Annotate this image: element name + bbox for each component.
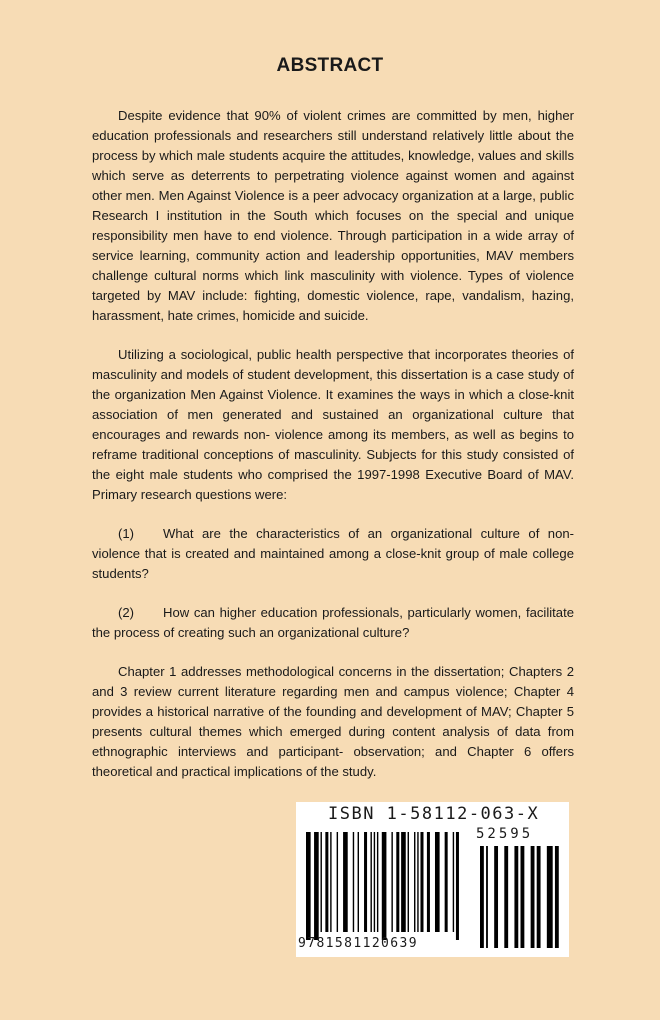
barcode-bar bbox=[531, 846, 535, 948]
ean-number: 9781581120639 bbox=[298, 936, 418, 951]
barcode-bar bbox=[435, 832, 440, 932]
question-number: (2) bbox=[118, 605, 135, 620]
question-number: (1) bbox=[118, 526, 135, 541]
barcode-bar bbox=[504, 846, 508, 948]
ean-bars bbox=[306, 832, 459, 940]
barcode-bar bbox=[314, 832, 319, 940]
barcode-bar bbox=[486, 846, 488, 948]
barcode-bar bbox=[453, 832, 454, 932]
barcode-bar bbox=[330, 832, 331, 932]
barcode-bar bbox=[555, 846, 559, 948]
barcode-bar bbox=[364, 832, 367, 932]
question-text: What are the characteristics of an organizational culture of non-violence that is created and maintained among a close-knit group of male college students? bbox=[92, 526, 574, 581]
barcode-bar bbox=[306, 832, 311, 940]
question-text: How can higher education professionals, particularly women, facilitate the process of creating such an organizational culture? bbox=[92, 605, 574, 640]
isbn-number: ISBN 1-58112-063-X bbox=[328, 804, 540, 824]
barcode-bar bbox=[337, 832, 338, 932]
research-question-1 bbox=[92, 524, 574, 584]
barcode-bar bbox=[358, 832, 359, 932]
barcode-bar bbox=[325, 832, 328, 932]
barcode-bar bbox=[521, 846, 525, 948]
barcode-bar bbox=[417, 832, 418, 932]
page-title: ABSTRACT bbox=[276, 55, 384, 76]
barcode-bar bbox=[377, 832, 378, 932]
barcode-bar bbox=[370, 832, 371, 932]
isbn-barcode bbox=[296, 802, 569, 957]
barcode-bar bbox=[382, 832, 387, 940]
barcode-bar bbox=[414, 832, 415, 932]
barcode-bar bbox=[374, 832, 375, 932]
barcode-bar bbox=[456, 832, 459, 940]
barcode-bars bbox=[296, 802, 569, 957]
barcode-bar bbox=[353, 832, 354, 932]
barcode-bar bbox=[321, 832, 322, 932]
barcode-bar bbox=[547, 846, 553, 948]
barcode-bar bbox=[480, 846, 484, 948]
barcode-bar bbox=[396, 832, 399, 932]
barcode-bar bbox=[408, 832, 409, 932]
paragraph-1: Despite evidence that 90% of violent crimes are committed by men, higher education professionals and researchers still understand relatively little about the process by which male students acquire the attitudes, knowledge, values and skills which serve as deterrents to perpetrating violence against women and against other men. Men Against Violence is a peer advocacy organization at a large, public Research I institution in the South which focuses on the special and unique responsibility men have to end violence. Through participation in a wide array of service learning, community action and leadership opportunities, MAV members challenge cultural norms which link masculinity with violence. Types of violence targeted by MAV include: fighting, domestic violence, rape, vandalism, hazing, harassment, hate crimes, homicide and suicide. bbox=[92, 108, 574, 323]
barcode-bar bbox=[401, 832, 406, 932]
barcode-bar bbox=[514, 846, 518, 948]
barcode-bar bbox=[420, 832, 423, 932]
research-question-2 bbox=[92, 603, 574, 643]
barcode-bar bbox=[343, 832, 348, 932]
barcode-bar bbox=[494, 846, 498, 948]
barcode-bar bbox=[445, 832, 448, 932]
paragraph-2: Utilizing a sociological, public health perspective that incorporates theories of masculinity and models of student development, this dissertation is a case study of the organization Men Against Violence. It examines the ways in which a close-knit association of men generated and sustained an organizational culture that encourages and rewards non- violence among its members, as well as begins to reframe traditional conceptions of masculinity. Subjects for this study consisted of the eight male students who comprised the 1997-1998 Executive Board of MAV. Primary research questions were: bbox=[92, 347, 574, 502]
paragraph-closing: Chapter 1 addresses methodological concerns in the dissertation; Chapters 2 and 3 review current literature regarding men and campus violence; Chapter 4 provides a historical narrative of the founding and development of MAV; Chapter 5 presents cultural themes which emerged during content analysis of data from ethnographic interviews and participant- observation; and Chapter 6 offers theoretical and practical implications of the study. bbox=[92, 664, 574, 779]
barcode-bar bbox=[537, 846, 541, 948]
price-code: 52595 bbox=[476, 826, 534, 842]
barcode-bar bbox=[427, 832, 430, 932]
addon-bars bbox=[480, 846, 559, 948]
abstract-body bbox=[92, 106, 574, 801]
barcode-bar bbox=[391, 832, 392, 932]
